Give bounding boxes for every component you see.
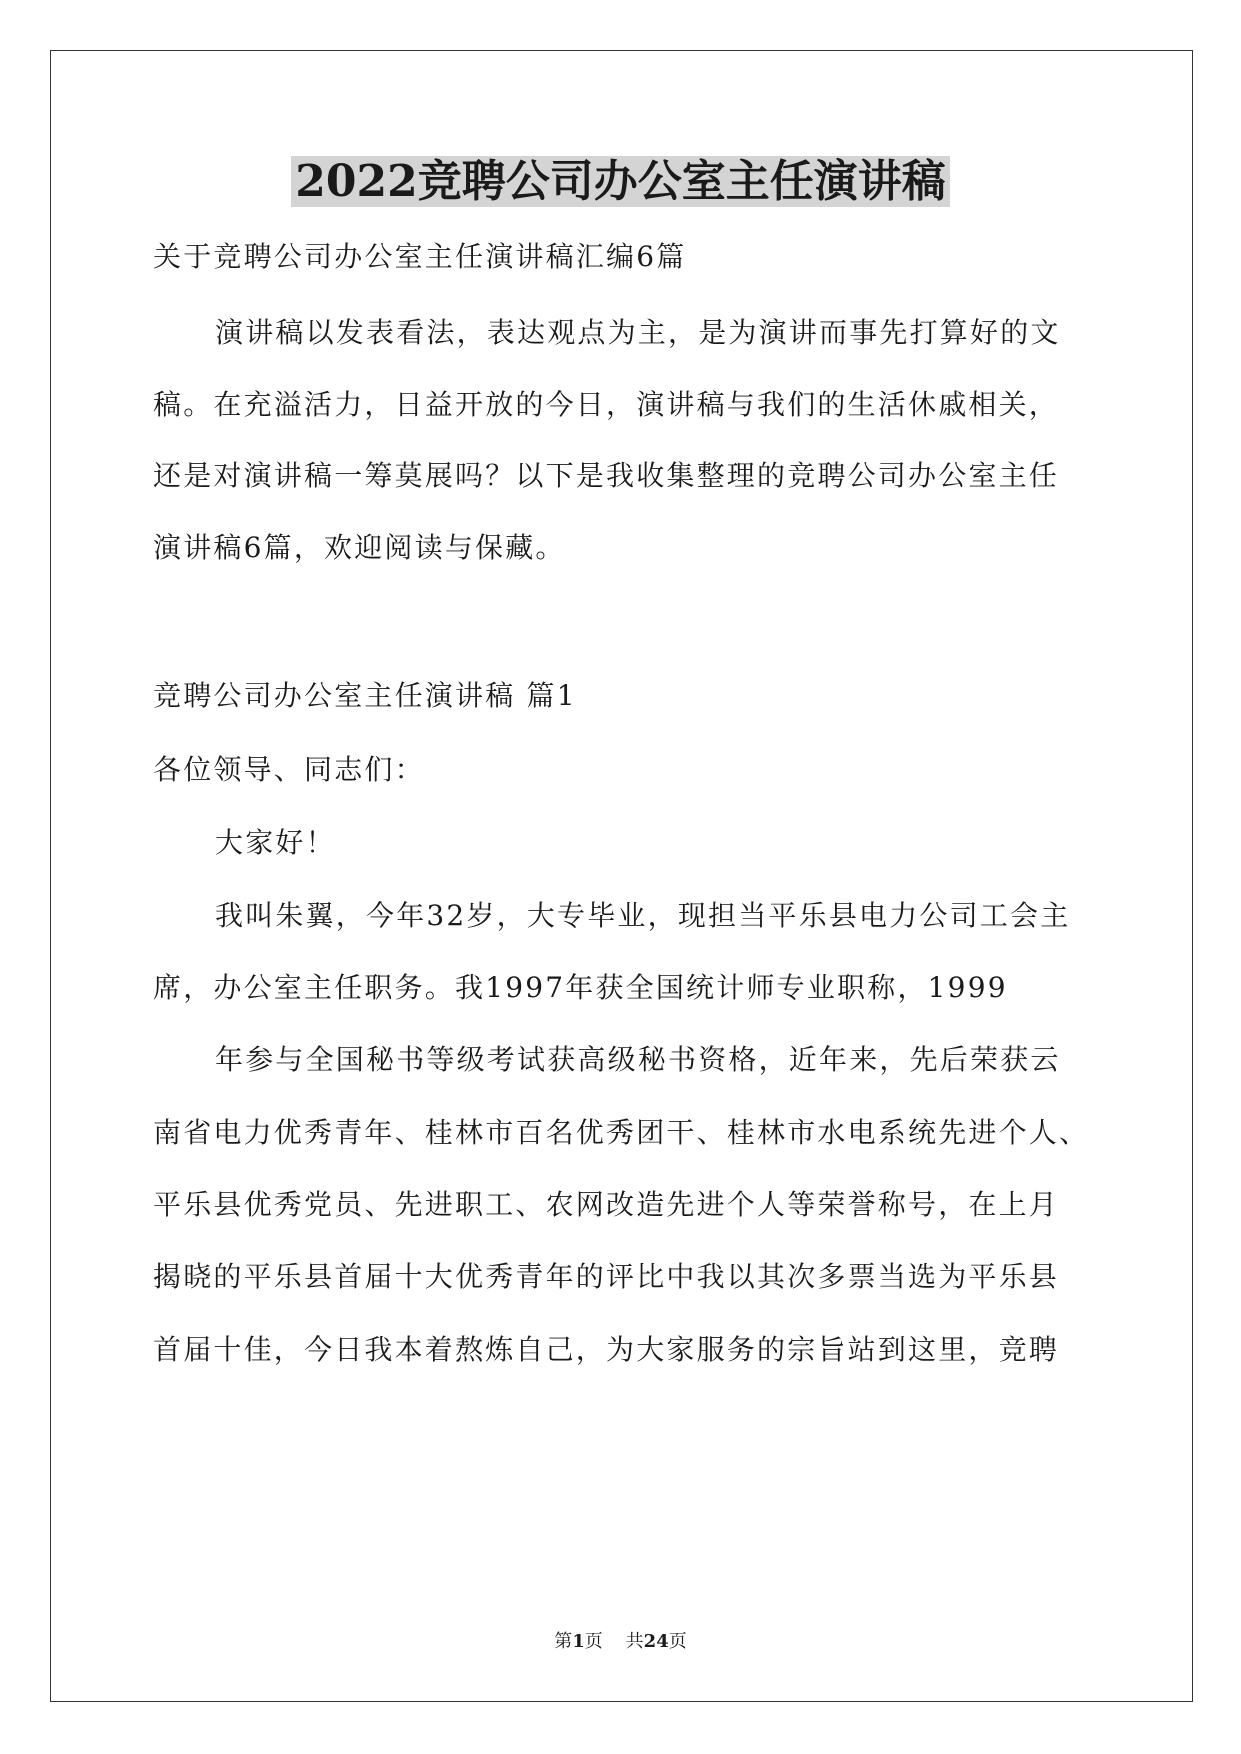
page-border — [50, 50, 1193, 1702]
page-footer — [0, 1630, 1241, 1654]
body-line: 南省电力优秀青年、桂林市百名优秀团干、桂林市水电系统先进个人、 — [153, 1116, 1090, 1149]
footer-middle: 页 共 — [584, 1631, 644, 1652]
body-line: 稿。在充溢活力，日益开放的今日，演讲稿与我们的生活休戚相关， — [153, 388, 1060, 421]
body-line: 年参与全国秘书等级考试获高级秘书资格，近年来，先后荣获云 — [215, 1043, 1061, 1076]
footer-suffix: 页 — [668, 1631, 687, 1652]
body-line: 席，办公室主任职务。我1997年获全国统计师专业职称，1999 — [153, 971, 1008, 1004]
body-line: 揭晓的平乐县首届十大优秀青年的评比中我以其次多票当选为平乐县 — [153, 1260, 1060, 1293]
body-line: 平乐县优秀党员、先进职工、农网改造先进个人等荣誉称号，在上月 — [153, 1188, 1060, 1221]
body-line: 演讲稿6篇，欢迎阅读与保藏。 — [153, 531, 566, 564]
subtitle-line: 关于竞聘公司办公室主任演讲稿汇编6篇 — [153, 240, 687, 273]
document-title-text: 2022竞聘公司办公室主任演讲稿 — [291, 156, 949, 207]
footer-total-pages: 24 — [643, 1631, 669, 1652]
footer-prefix: 第 — [554, 1631, 573, 1652]
section-heading: 竞聘公司办公室主任演讲稿 篇1 — [153, 679, 577, 712]
body-line: 还是对演讲稿一筹莫展吗？以下是我收集整理的竞聘公司办公室主任 — [153, 459, 1060, 492]
document-title — [0, 152, 1241, 212]
body-line: 我叫朱翼，今年32岁，大专毕业，现担当平乐县电力公司工会主 — [215, 899, 1071, 932]
body-line: 大家好！ — [215, 826, 336, 859]
footer-page-number: 1 — [572, 1631, 585, 1652]
body-line: 首届十佳，今日我本着熬炼自己，为大家服务的宗旨站到这里，竞聘 — [153, 1333, 1060, 1366]
greeting-line: 各位领导、同志们： — [153, 753, 425, 786]
body-line: 演讲稿以发表看法，表达观点为主，是为演讲而事先打算好的文 — [215, 316, 1061, 349]
